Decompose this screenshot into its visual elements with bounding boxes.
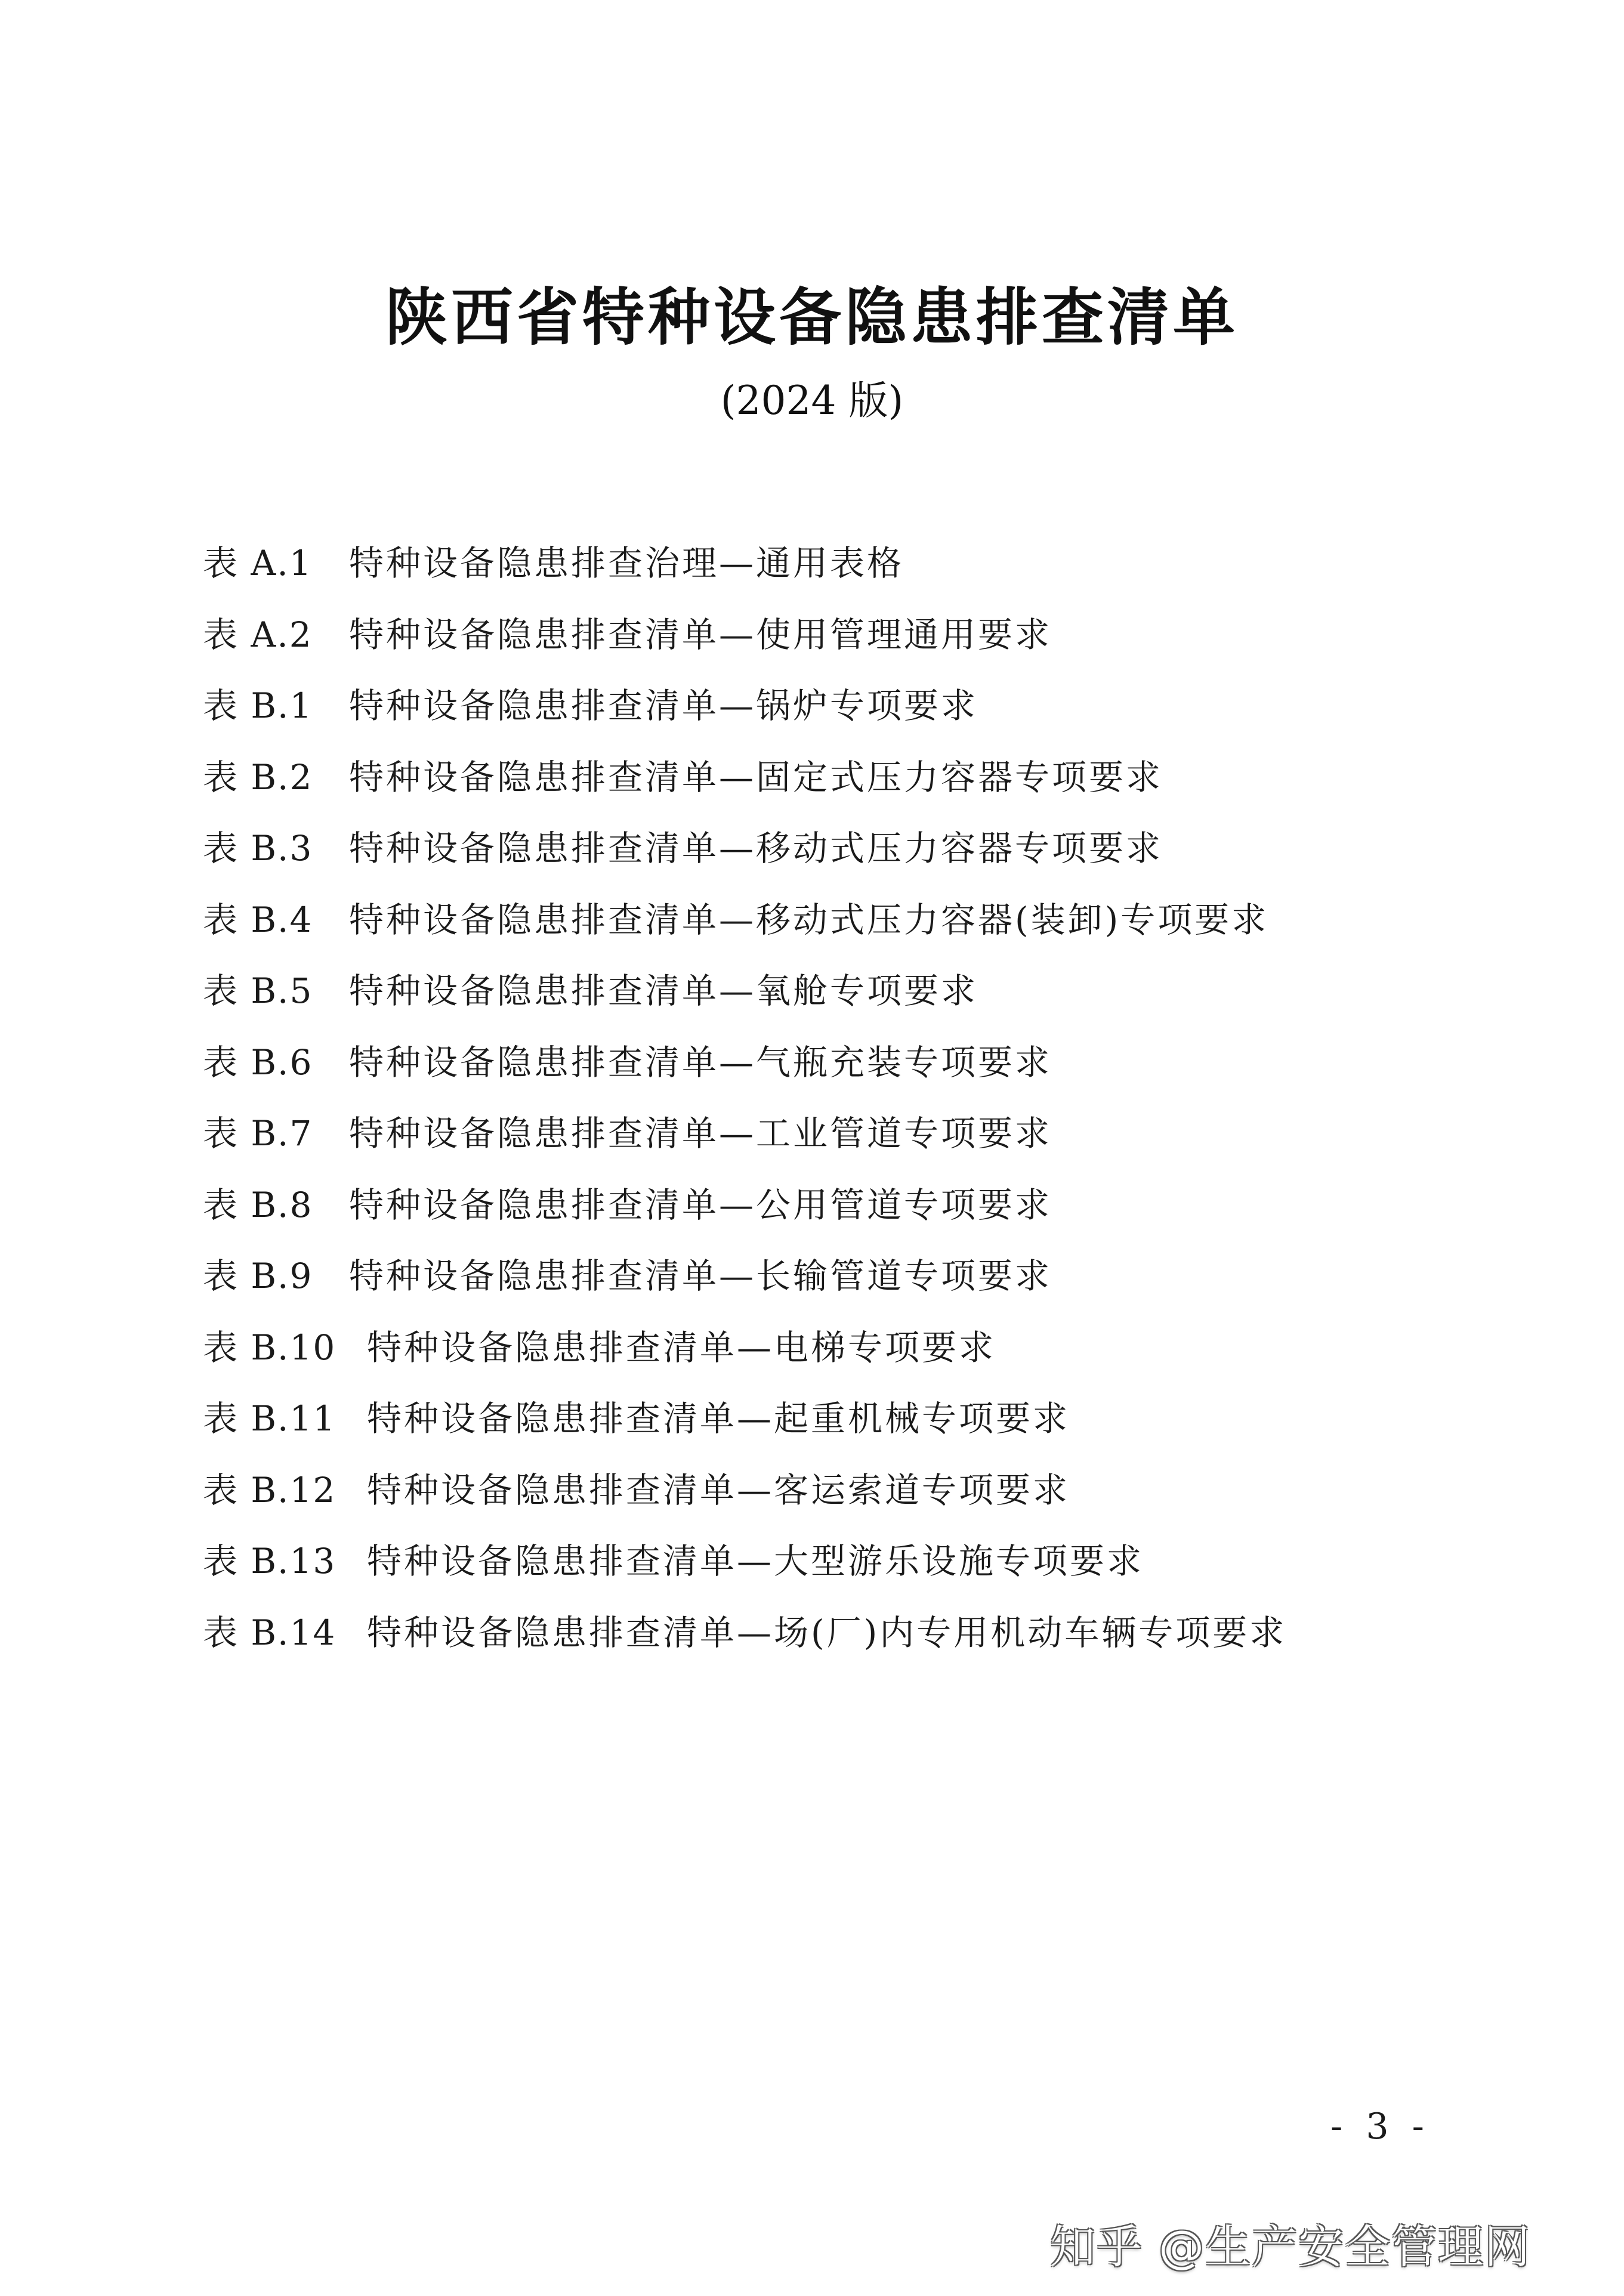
toc-item-number: 表 B.10 <box>203 1327 336 1368</box>
toc-item-title: 特种设备隐患排查清单—电梯专项要求 <box>367 1327 996 1368</box>
document-edition: (2024 版) <box>720 378 904 424</box>
toc-item-number: 表 B.6 <box>203 1042 313 1083</box>
toc-item <box>203 1455 1456 1526</box>
toc-item-number: 表 B.4 <box>203 899 313 940</box>
toc-item <box>203 813 1456 885</box>
toc-item-number: 表 B.13 <box>203 1541 336 1581</box>
table-of-contents <box>203 528 1456 1668</box>
toc-item <box>203 670 1456 742</box>
toc-item <box>203 956 1456 1027</box>
toc-item <box>203 742 1456 814</box>
toc-item-number: 表 B.12 <box>203 1469 336 1510</box>
toc-item-title: 特种设备隐患排查清单—公用管道专项要求 <box>349 1184 1052 1225</box>
toc-item-title: 特种设备隐患排查清单—氧舱专项要求 <box>349 971 978 1011</box>
toc-item-title: 特种设备隐患排查清单—移动式压力容器专项要求 <box>349 828 1163 869</box>
toc-item-title: 特种设备隐患排查清单—起重机械专项要求 <box>367 1398 1070 1439</box>
toc-item-number: 表 A.2 <box>203 614 313 655</box>
toc-item <box>203 528 1456 600</box>
toc-item <box>203 1383 1456 1455</box>
toc-item-title: 特种设备隐患排查清单—锅炉专项要求 <box>349 685 978 726</box>
toc-item-title: 特种设备隐患排查清单—移动式压力容器(装卸)专项要求 <box>349 899 1269 940</box>
toc-item-number: 表 B.2 <box>203 756 313 798</box>
toc-item <box>203 1027 1456 1099</box>
toc-item <box>203 1526 1456 1597</box>
toc-item-title: 特种设备隐患排查清单—场(厂)内专用机动车辆专项要求 <box>367 1612 1287 1653</box>
toc-item-title: 特种设备隐患排查清单—固定式压力容器专项要求 <box>349 756 1163 798</box>
toc-item <box>203 885 1456 956</box>
toc-item-number: 表 B.7 <box>203 1113 313 1154</box>
toc-item-number: 表 B.5 <box>203 971 313 1011</box>
toc-item <box>203 1312 1456 1384</box>
page-number: - 3 - <box>1330 2106 1430 2147</box>
toc-item-title: 特种设备隐患排查清单—大型游乐设施专项要求 <box>367 1541 1144 1581</box>
toc-item <box>203 1241 1456 1312</box>
toc-item-title: 特种设备隐患排查清单—长输管道专项要求 <box>349 1256 1052 1296</box>
toc-item-number: 表 A.1 <box>203 543 313 583</box>
toc-item-number: 表 B.3 <box>203 828 313 869</box>
toc-item <box>203 1597 1456 1669</box>
toc-item-title: 特种设备隐患排查清单—气瓶充装专项要求 <box>349 1042 1052 1083</box>
toc-item <box>203 1170 1456 1241</box>
toc-item <box>203 1098 1456 1170</box>
toc-item-number: 表 B.9 <box>203 1256 313 1296</box>
toc-item-number: 表 B.8 <box>203 1184 313 1225</box>
document-title: 陕西省特种设备隐患排查清单 <box>385 281 1239 354</box>
toc-item-number: 表 B.11 <box>203 1398 336 1439</box>
toc-item-title: 特种设备隐患排查清单—使用管理通用要求 <box>349 614 1052 655</box>
watermark: 知乎 @生产安全管理网 <box>1050 2220 1532 2273</box>
toc-item-title: 特种设备隐患排查清单—客运索道专项要求 <box>367 1469 1070 1510</box>
toc-item-title: 特种设备隐患排查治理—通用表格 <box>349 543 904 583</box>
toc-item-number: 表 B.1 <box>203 685 313 726</box>
toc-item-number: 表 B.14 <box>203 1612 336 1653</box>
toc-item-title: 特种设备隐患排查清单—工业管道专项要求 <box>349 1113 1052 1154</box>
toc-item <box>203 600 1456 671</box>
